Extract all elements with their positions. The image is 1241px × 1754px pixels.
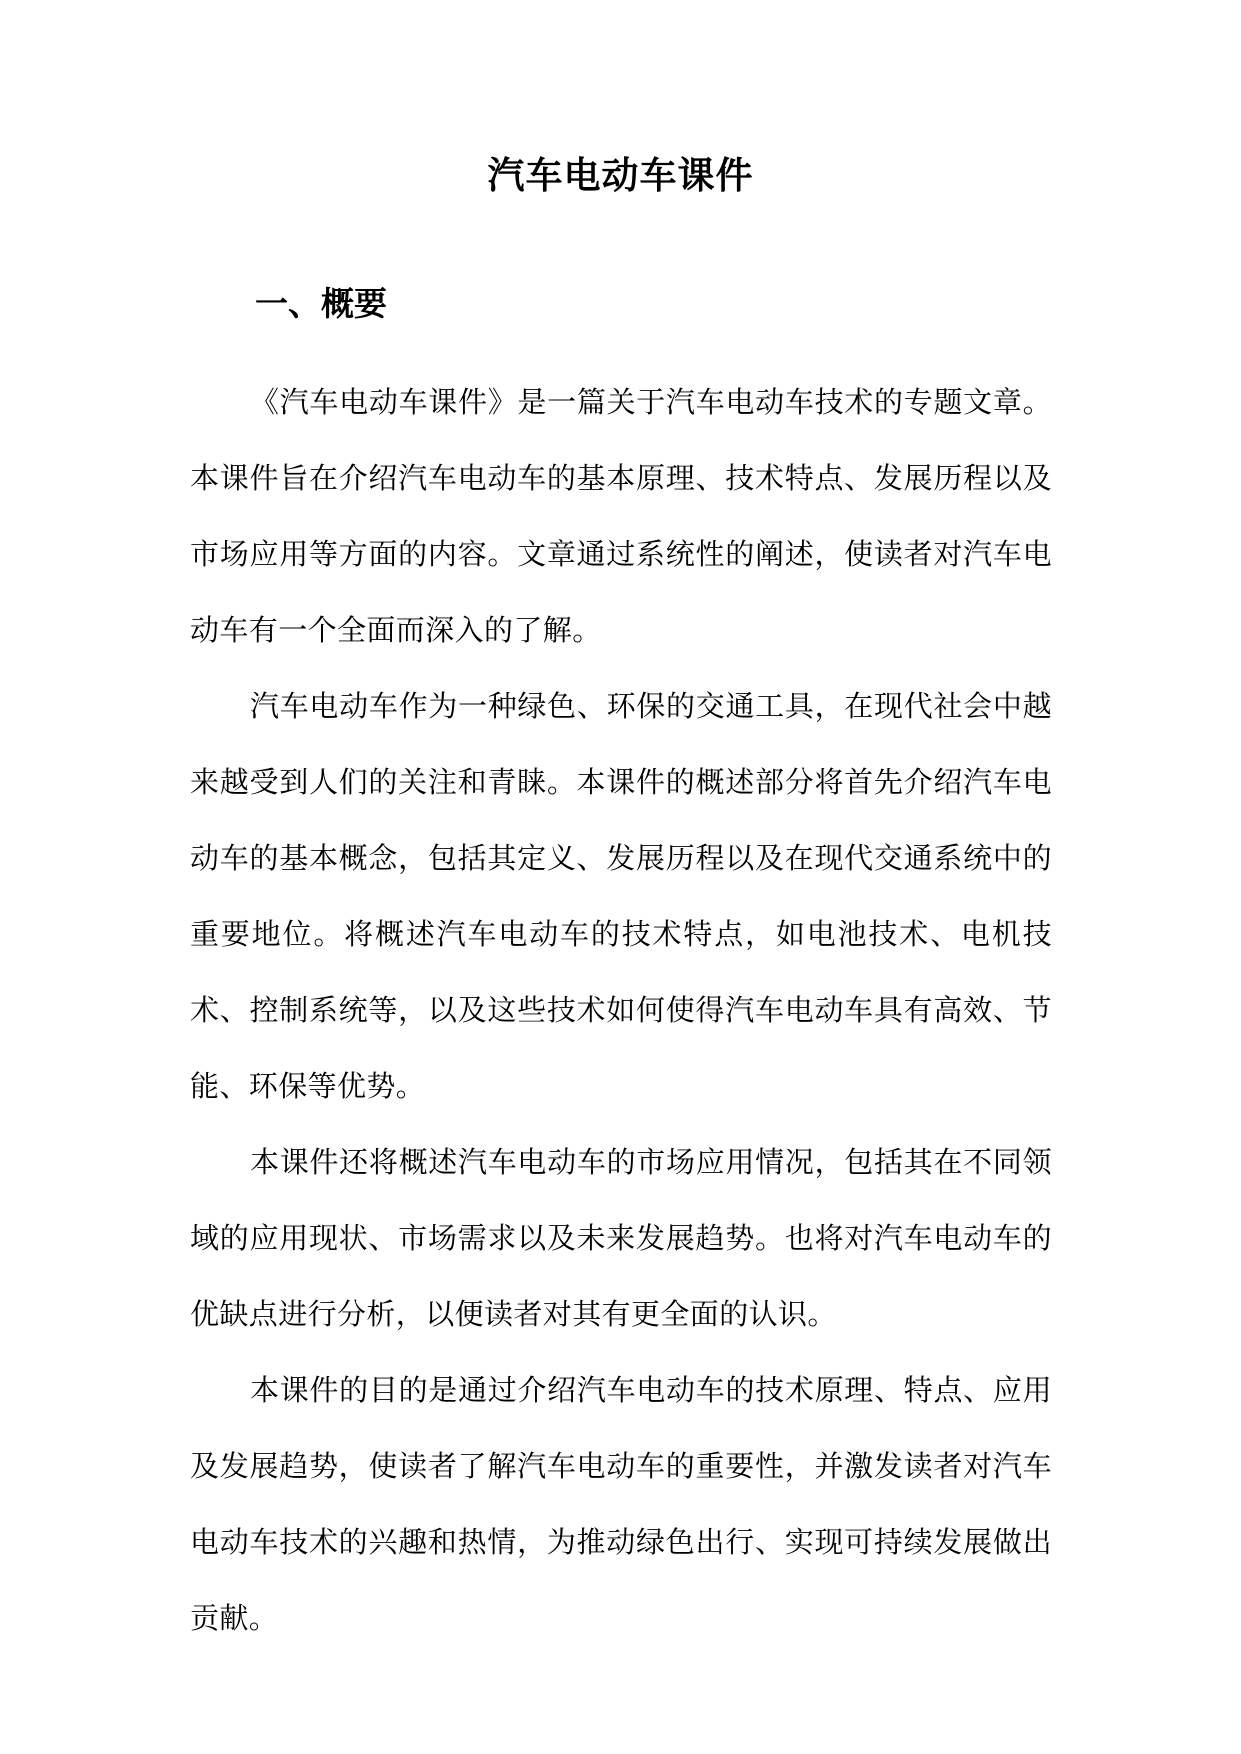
paragraph: 汽车电动车作为一种绿色、环保的交通工具，在现代社会中越来越受到人们的关注和青睐。本课件的概述部分将首先介绍汽车电动车的基本概念，包括其定义、发展历程以及在现代交通系统中的重要地位。将概述汽车电动车的技术特点，如电池技术、电机技术、控制系统等，以及这些技术如何使得汽车电动车具有高效、节能、环保等优势。 [190, 689, 1052, 1103]
paragraph: 《汽车电动车课件》是一篇关于汽车电动车技术的专题文章。本课件旨在介绍汽车电动车的基本原理、技术特点、发展历程以及市场应用等方面的内容。文章通过系统性的阐述，使读者对汽车电动车有一个全面而深入的了解。 [190, 385, 1052, 647]
paragraph: 本课件还将概述汽车电动车的市场应用情况，包括其在不同领域的应用现状、市场需求以及未来发展趋势。也将对汽车电动车的优缺点进行分析，以便读者对其有更全面的认识。 [190, 1145, 1052, 1331]
section-heading-overview: 一、概要 [255, 284, 387, 323]
document-title: 汽车电动车课件 [487, 154, 754, 197]
paragraph: 本课件的目的是通过介绍汽车电动车的技术原理、特点、应用及发展趋势，使读者了解汽车电动车的重要性，并激发读者对汽车电动车技术的兴趣和热情，为推动绿色出行、实现可持续发展做出贡献。 [190, 1373, 1052, 1635]
document-body [190, 364, 1052, 1656]
